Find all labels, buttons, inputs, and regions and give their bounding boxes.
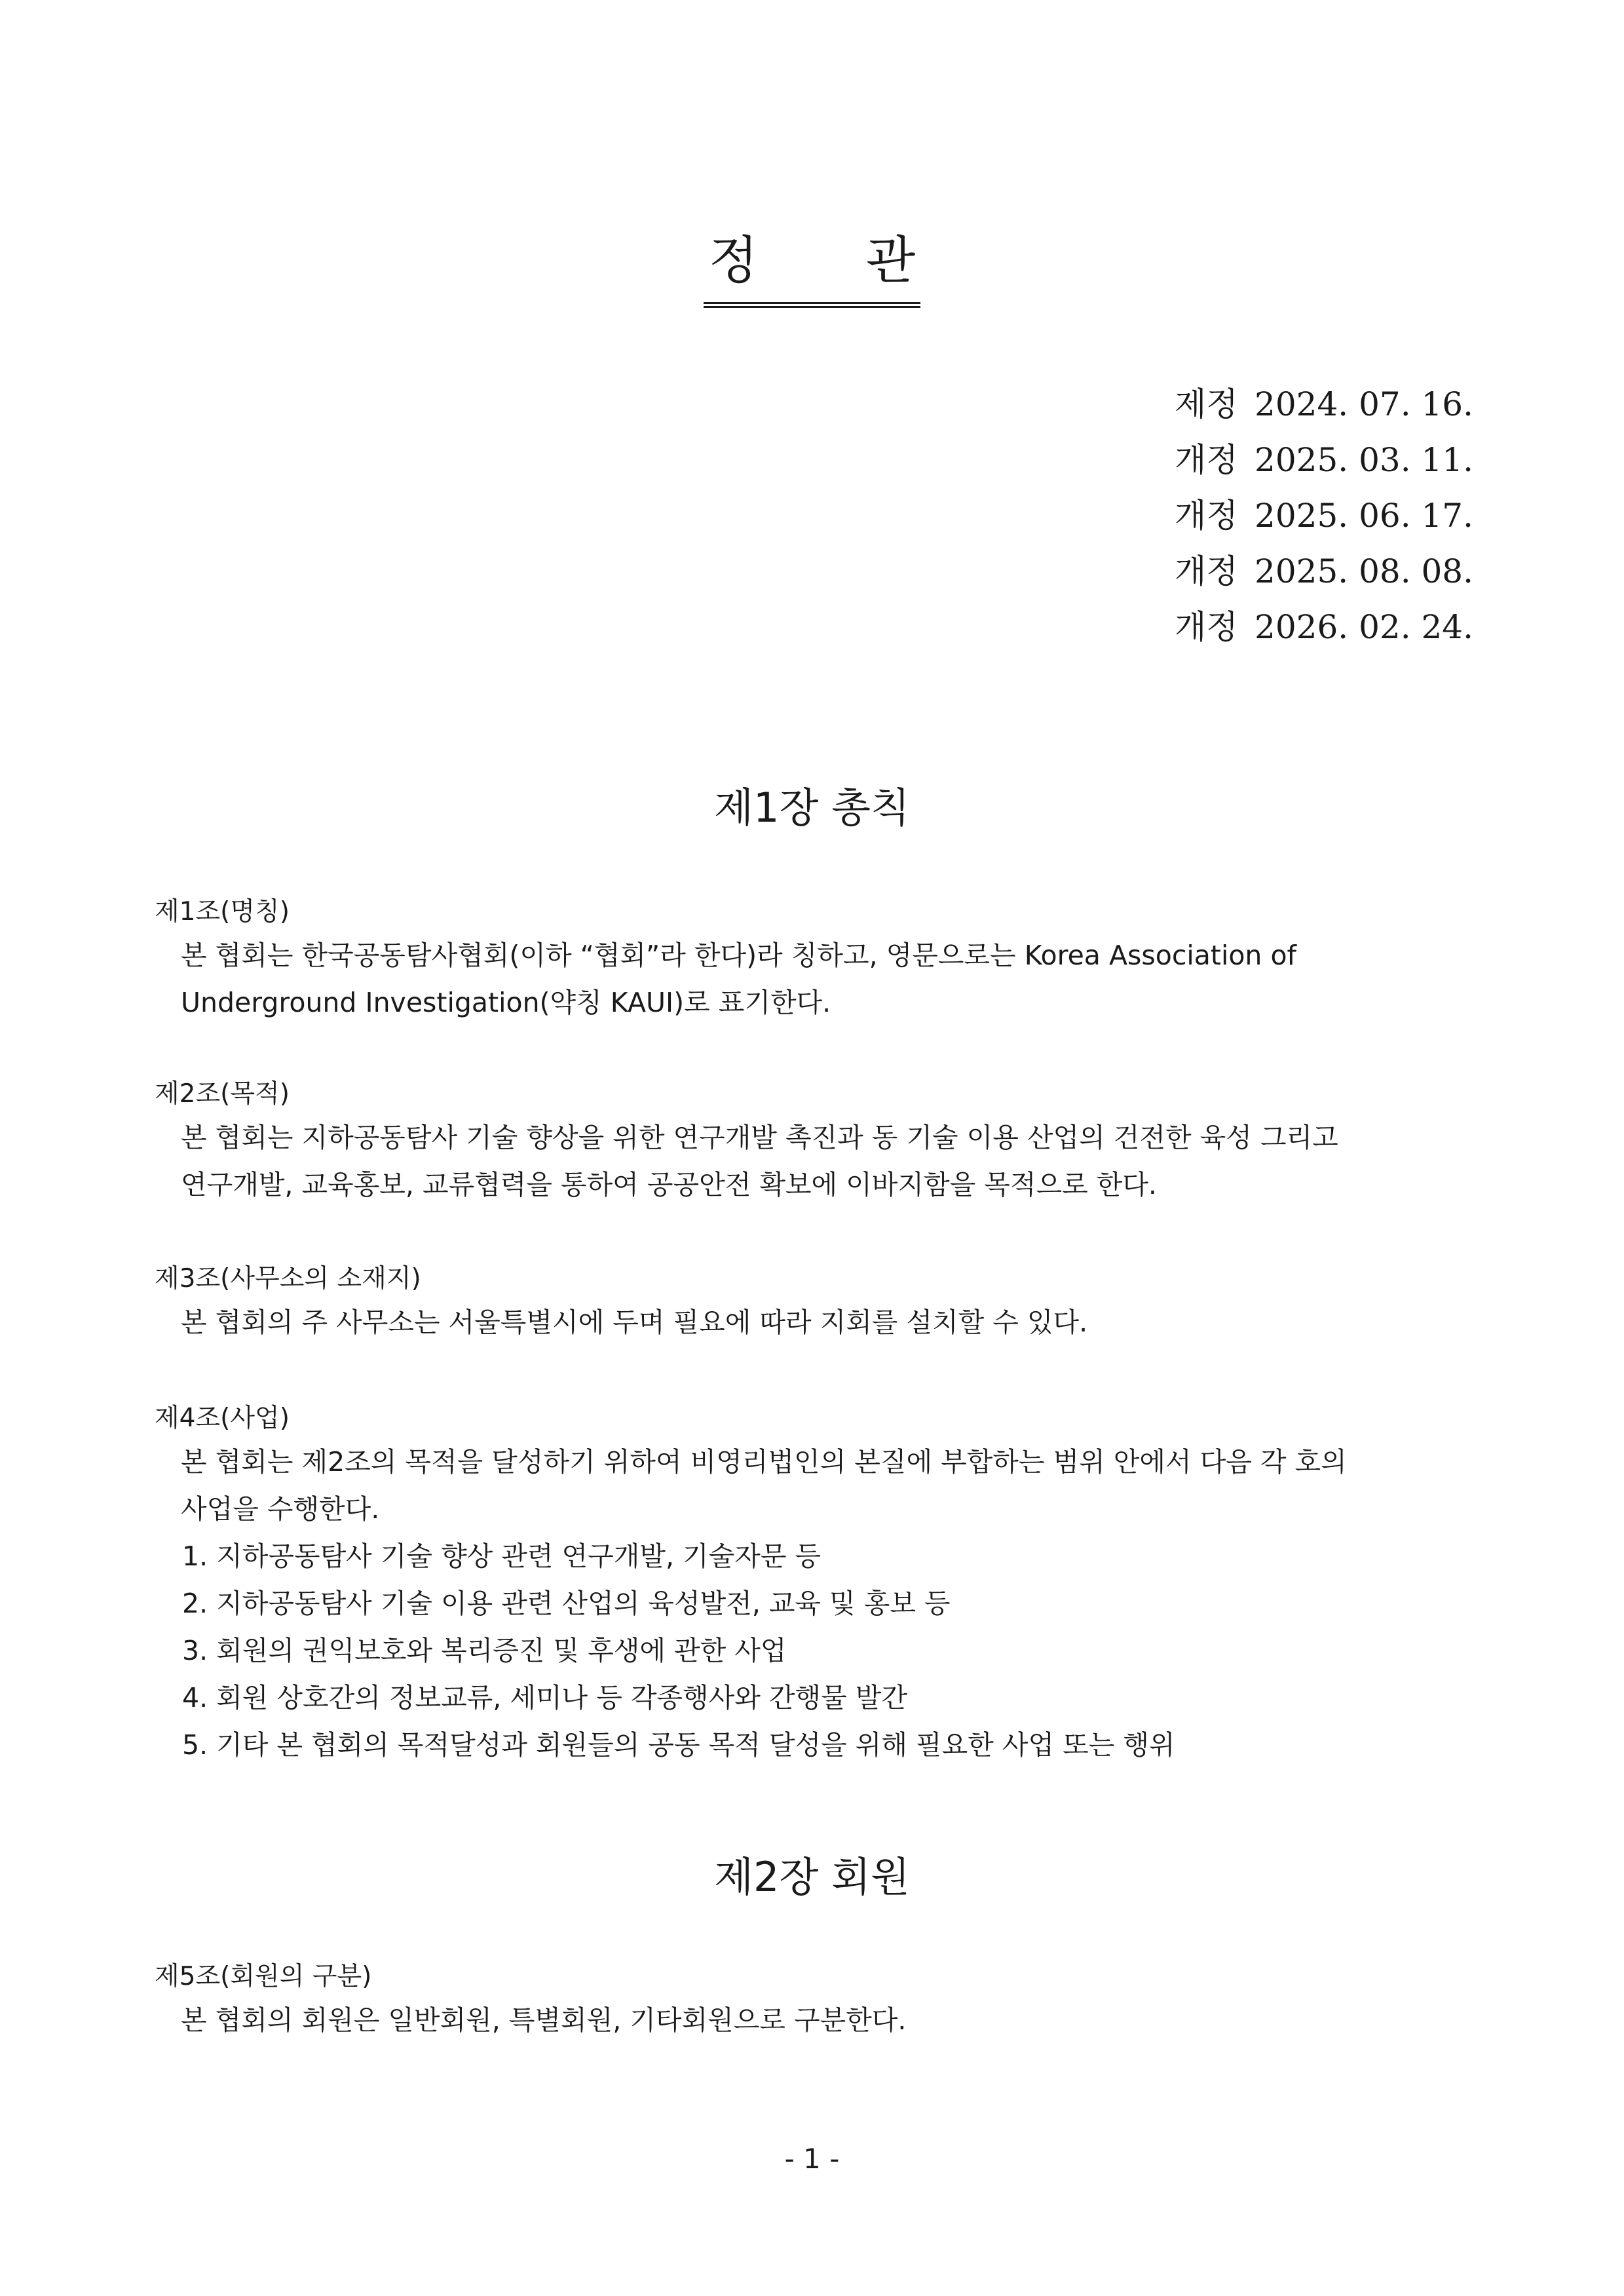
revision-date: 2026. 02. 24.: [1255, 608, 1473, 646]
article-body-line: 본 협회의 주 사무소는 서울특별시에 두며 필요에 따라 지회를 설치할 수 있다.: [181, 1307, 1088, 1338]
article-body-line: 연구개발, 교육홍보, 교류협력을 통하여 공공안전 확보에 이바지함을 목적으로 한다.: [181, 1169, 1157, 1200]
list-item: 4. 회원 상호간의 정보교류, 세미나 등 각종행사와 간행물 발간: [182, 1682, 907, 1713]
list-item: 5. 기타 본 협회의 목적달성과 회원들의 공동 목적 달성을 위해 필요한 사업 또는 행위: [182, 1729, 1175, 1761]
article-2: [155, 1075, 1471, 1208]
article-heading: 제4조(사업): [155, 1404, 290, 1433]
list-item: 2. 지하공동탐사 기술 이용 관련 산업의 육성발전, 교육 및 홍보 등: [182, 1588, 951, 1619]
revision-entry: [1175, 432, 1473, 488]
revision-date: 2025. 06. 17.: [1255, 497, 1473, 535]
article-body-line: 본 협회의 회원은 일반회원, 특별회원, 기타회원으로 구분한다.: [181, 2004, 907, 2036]
revision-entry: [1175, 544, 1473, 600]
revision-kind: 개정: [1175, 608, 1238, 646]
article-1: [155, 892, 1471, 1026]
revision-date: 2025. 03. 11.: [1255, 441, 1473, 479]
article-heading: 제1조(명칭): [155, 897, 290, 927]
chapter-heading: 제1장 총칙: [714, 784, 910, 832]
article-heading: 제5조(회원의 구분): [155, 1962, 372, 1991]
revision-kind: 개정: [1175, 552, 1238, 590]
revision-kind: 제정: [1175, 385, 1238, 423]
article-body-line: 본 협회는 제2조의 목적을 달성하기 위하여 비영리법인의 본질에 부합하는 범위 안에서 다음 각 호의: [181, 1446, 1347, 1478]
article-body-line: 본 협회는 지하공동탐사 기술 향상을 위한 연구개발 촉진과 동 기술 이용 산업의 건전한 육성 그리고: [181, 1122, 1338, 1153]
article-body-line: 본 협회는 한국공동탐사협회(이하 “협회”라 한다)라 칭하고, 영문으로는 Korea Association of: [181, 940, 1296, 971]
page-number: - 1 -: [784, 2143, 840, 2175]
revision-kind: 개정: [1175, 441, 1238, 479]
revision-entry: [1175, 600, 1473, 655]
list-item: 1. 지하공동탐사 기술 향상 관련 연구개발, 기술자문 등: [182, 1540, 821, 1572]
article-body-line: 사업을 수행한다.: [181, 1493, 380, 1525]
revision-date: 2024. 07. 16.: [1255, 385, 1473, 423]
chapter-heading: 제2장 회원: [714, 1853, 910, 1901]
revision-entry: [1175, 488, 1473, 544]
article-body-line: Underground Investigation(약칭 KAUI)로 표기한다.: [181, 987, 831, 1018]
revision-kind: 개정: [1175, 497, 1238, 535]
document-title: 정 관: [704, 220, 921, 308]
article-5: [155, 1957, 1471, 2044]
article-3: [155, 1259, 1471, 1346]
document-title-block: [0, 220, 1624, 308]
article-heading: 제2조(목적): [155, 1079, 290, 1109]
revision-history: [1175, 377, 1473, 655]
article-heading: 제3조(사무소의 소재지): [155, 1264, 421, 1293]
article-4: [155, 1399, 1471, 1769]
list-item: 3. 회원의 권익보호와 복리증진 및 후생에 관한 사업: [182, 1635, 787, 1666]
revision-entry: [1175, 377, 1473, 432]
revision-date: 2025. 08. 08.: [1255, 552, 1473, 590]
